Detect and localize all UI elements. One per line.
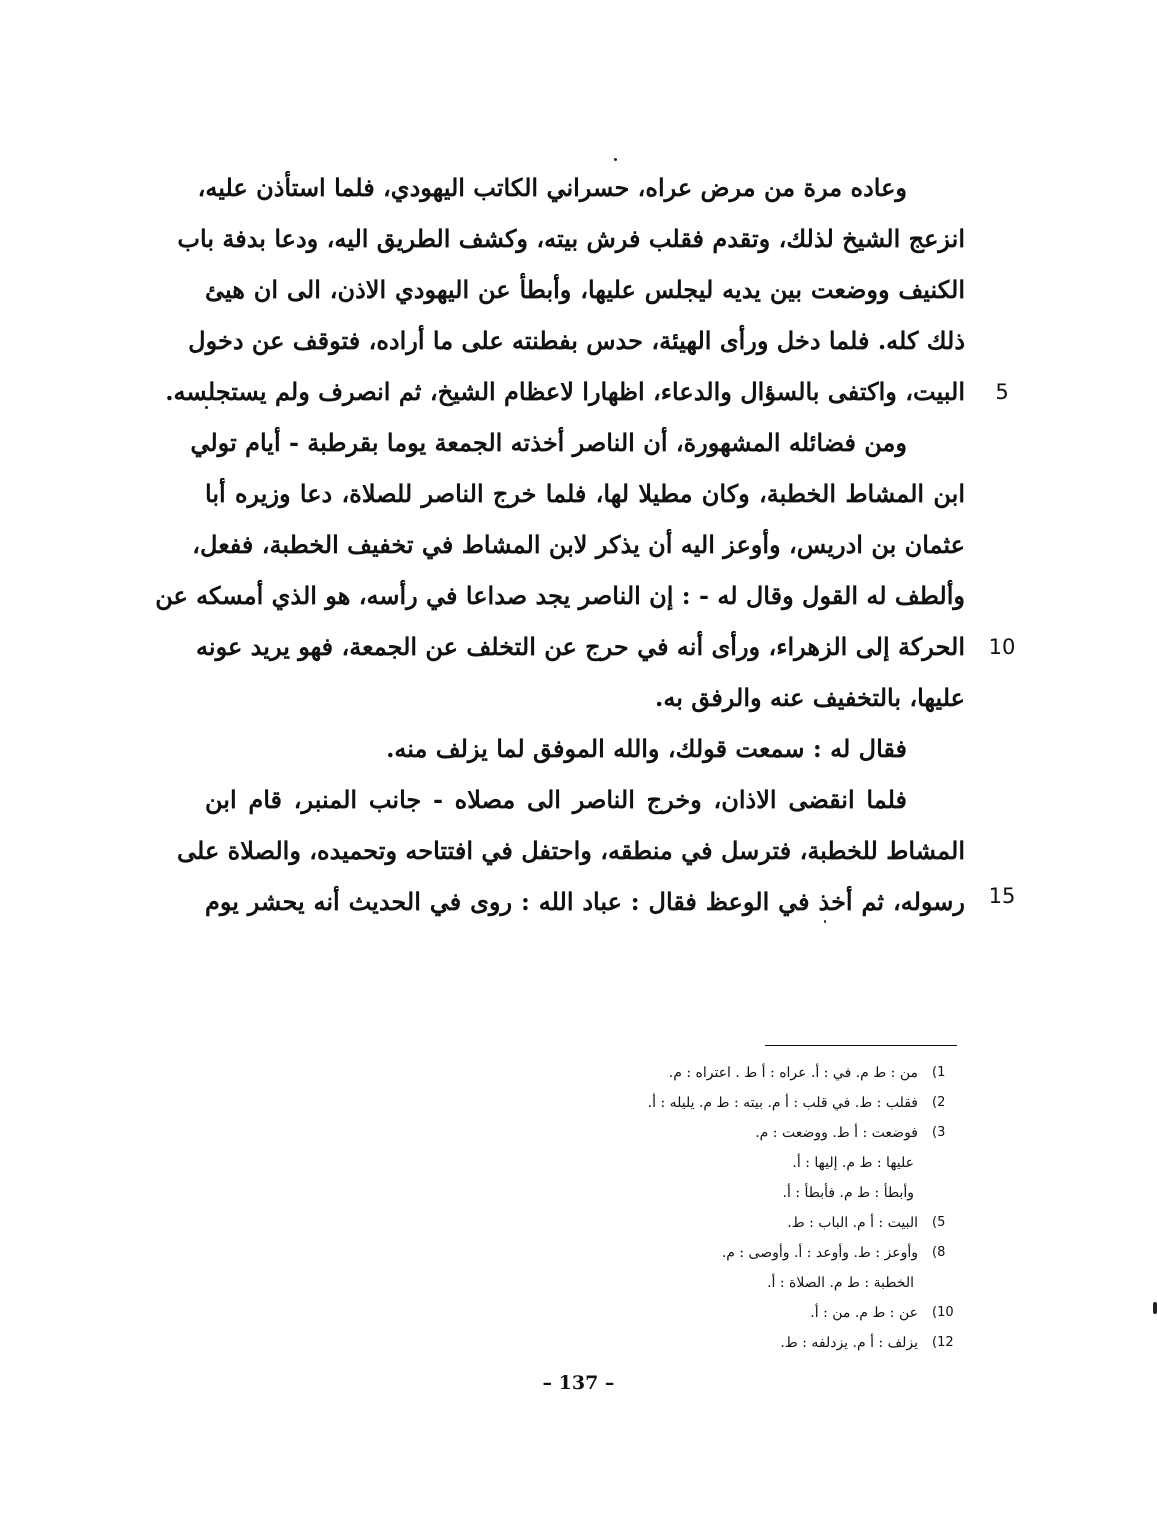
footnote-item xyxy=(560,1148,960,1178)
footnote-text: الخطبة : ط م. الصلاة : أ. xyxy=(767,1275,914,1291)
footnote-item xyxy=(560,1238,960,1268)
text-line: الكنيف ووضعت بين يديه ليجلس عليها، وأبطأ عن اليهودي الاذن، الى ان هيئ xyxy=(205,275,965,304)
footnote-text: عليها : ط م. إليها : أ. xyxy=(792,1155,914,1171)
footnote-text: البيت : أ م. الباب : ط. xyxy=(787,1215,918,1231)
footnote-text: فوضعت : أ ط. ووضعت : م. xyxy=(755,1125,918,1141)
text-line: ذلك كله. فلما دخل ورأى الهيئة، حدس بفطنته على ما أراده، فتوقف عن دخول xyxy=(188,326,965,355)
line-number-marker: 15 xyxy=(988,884,1016,908)
scan-speck xyxy=(614,158,617,161)
text-line: عليها، بالتخفيف عنه والرفق به. xyxy=(655,683,965,712)
text-line: الحركة إلى الزهراء، ورأى أنه في حرج عن التخلف عن الجمعة، فهو يريد عونه xyxy=(196,632,965,661)
text-line: وألطف له القول وقال له - : إن الناصر يجد صداعا في رأسه، هو الذي أمسكه عن xyxy=(155,581,965,610)
footnote-item xyxy=(560,1268,960,1298)
footnote-text: يزلف : أ م. يزدلفه : ط. xyxy=(780,1335,918,1351)
footnote-item xyxy=(560,1118,960,1148)
scan-speck xyxy=(1153,1302,1157,1314)
text-line: ابن المشاط الخطبة، وكان مطيلا لها، فلما خرج الناصر للصلاة، دعا وزيره أبا xyxy=(205,479,965,508)
footnote-item xyxy=(560,1298,960,1328)
text-line: انزعج الشيخ لذلك، وتقدم فقلب فرش بيته، وكشف الطريق اليه، ودعا بدفة باب xyxy=(177,224,965,253)
footnote-number: (2 xyxy=(932,1095,946,1110)
footnotes xyxy=(560,1058,960,1358)
footnote-separator xyxy=(765,1045,957,1046)
text-line: رسوله، ثم أخذ في الوعظ فقال : عباد الله : روى في الحديث أنه يحشر يوم xyxy=(205,887,965,916)
text-line: فقال له : سمعت قولك، والله الموفق لما يزلف منه. xyxy=(386,734,907,763)
line-number-marker: 5 xyxy=(995,380,1009,404)
footnote-text: وأوعز : ط. وأوعد : أ. وأوصى : م. xyxy=(721,1245,918,1261)
text-line: المشاط للخطبة، فترسل في منطقه، واحتفل في افتتاحه وتحميده، والصلاة على xyxy=(177,836,965,865)
footnote-number: (1 xyxy=(932,1065,946,1080)
footnote-text: من : ط م. في : أ. عراه : أ ط . اعتراه : م. xyxy=(668,1065,918,1081)
footnote-item xyxy=(560,1088,960,1118)
footnote-item xyxy=(560,1208,960,1238)
main-text xyxy=(155,162,965,927)
footnote-text: وأبطأ : ط م. فأبطأ : أ. xyxy=(782,1185,914,1201)
text-line: وعاده مرة من مرض عراه، حسراني الكاتب اليهودي، فلما استأذن عليه، xyxy=(197,173,907,202)
text-line: ومن فضائله المشهورة، أن الناصر أخذته الجمعة يوما بقرطبة - أيام تولي xyxy=(190,428,907,457)
footnote-number: (10 xyxy=(932,1305,954,1320)
footnote-item xyxy=(560,1328,960,1358)
scan-speck xyxy=(205,406,208,409)
text-line: البيت، واكتفى بالسؤال والدعاء، اظهارا لاعظام الشيخ، ثم انصرف ولم يستجلسه. xyxy=(165,377,965,406)
footnote-item xyxy=(560,1178,960,1208)
footnote-number: (8 xyxy=(932,1245,946,1260)
line-number-marker: 10 xyxy=(988,635,1016,659)
page-number: – 137 – xyxy=(542,1372,615,1394)
scan-speck xyxy=(824,920,826,923)
footnote-text: عن : ط م. من : أ. xyxy=(810,1305,918,1321)
footnote-number: (12 xyxy=(932,1335,954,1350)
text-line: فلما انقضى الاذان، وخرج الناصر الى مصلاه - جانب المنبر، قام ابن xyxy=(205,785,907,814)
footnote-number: (3 xyxy=(932,1125,946,1140)
footnote-text: فقلب : ط. في قلب : أ م. بيته : ط م. يليله : أ. xyxy=(647,1095,918,1111)
footnote-number: (5 xyxy=(932,1215,946,1230)
footnote-item xyxy=(560,1058,960,1088)
text-line: عثمان بن ادريس، وأوعز اليه أن يذكر لابن المشاط في تخفيف الخطبة، ففعل، xyxy=(192,530,965,559)
